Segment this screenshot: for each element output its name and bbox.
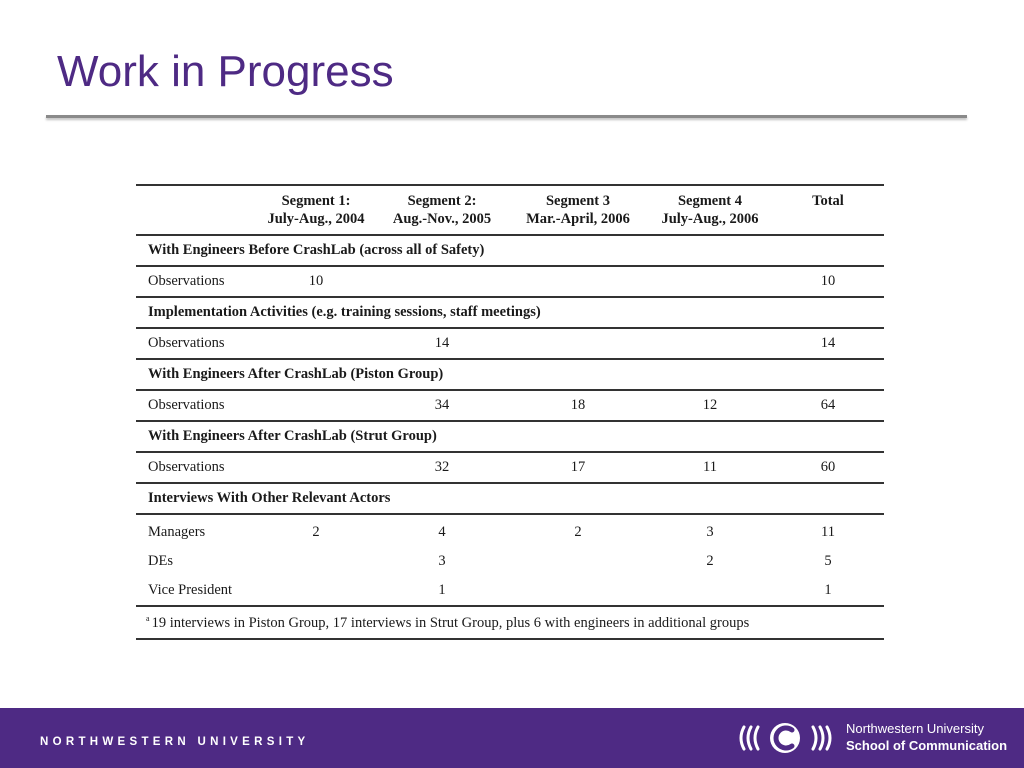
cell-segment-1: 2 — [312, 523, 320, 540]
section-row — [136, 421, 884, 452]
cell-segment-2: 4 — [438, 523, 446, 540]
cell-segment-1 — [256, 390, 376, 421]
row-label: DEs — [148, 552, 173, 569]
school-of-communication-logo-icon — [738, 718, 833, 758]
section-title: With Engineers Before CrashLab (across all of Safety) — [136, 235, 884, 266]
footnote-marker: a — [146, 613, 150, 623]
header-row — [136, 185, 884, 235]
cell-segment-2: 14 — [376, 328, 508, 359]
row-label: Observations — [136, 452, 256, 483]
footnote — [136, 606, 884, 639]
section-title: Implementation Activities (e.g. training sessions, staff meetings) — [136, 297, 884, 328]
table-row — [136, 514, 884, 547]
table-row — [136, 266, 884, 297]
section-row — [136, 359, 884, 390]
cell-segment-3: 18 — [508, 390, 648, 421]
data-table — [136, 184, 884, 640]
row-label: Observations — [136, 328, 256, 359]
section-title: Interviews With Other Relevant Actors — [136, 483, 884, 514]
header-segment-1: Segment 1: July-Aug., 2004 — [256, 185, 376, 235]
cell-segment-2: 1 — [376, 575, 508, 606]
header-segment-3: Segment 3 Mar.-April, 2006 — [508, 185, 648, 235]
row-label: Vice President — [136, 575, 256, 606]
cell-segment-4: 2 — [706, 552, 714, 569]
cell-segment-1 — [256, 328, 376, 359]
table-row — [136, 390, 884, 421]
cell-segment-4: 3 — [706, 523, 714, 540]
cell-segment-4 — [648, 328, 772, 359]
cell-total: 60 — [772, 452, 884, 483]
observation-table — [136, 184, 884, 640]
cell-segment-2: 34 — [376, 390, 508, 421]
header-segment-2: Segment 2: Aug.-Nov., 2005 — [376, 185, 508, 235]
cell-segment-2: 32 — [376, 452, 508, 483]
row-label: Observations — [136, 266, 256, 297]
cell-segment-1: 10 — [256, 266, 376, 297]
cell-total: 11 — [821, 523, 835, 540]
cell-total: 14 — [772, 328, 884, 359]
cell-total: 64 — [772, 390, 884, 421]
cell-segment-3 — [508, 547, 648, 575]
cell-segment-3 — [508, 575, 648, 606]
cell-segment-4: 12 — [648, 390, 772, 421]
cell-total: 1 — [772, 575, 884, 606]
cell-segment-4 — [648, 266, 772, 297]
cell-segment-3 — [508, 266, 648, 297]
slide-title: Work in Progress — [57, 47, 394, 96]
school-name-line: School of Communication — [846, 738, 1008, 753]
section-row — [136, 235, 884, 266]
header-total: Total — [772, 185, 884, 235]
school-university-line: Northwestern University — [846, 721, 984, 736]
section-row — [136, 297, 884, 328]
cell-segment-4 — [648, 575, 772, 606]
table-row — [136, 575, 884, 606]
section-row — [136, 483, 884, 514]
section-title: With Engineers After CrashLab (Piston Group) — [136, 359, 884, 390]
row-label: Observations — [136, 390, 256, 421]
cell-segment-1 — [256, 547, 376, 575]
school-name — [846, 721, 1007, 755]
footnote-text: 19 interviews in Piston Group, 17 interviews in Strut Group, plus 6 with engineers in additional groups — [151, 614, 750, 631]
cell-segment-3: 17 — [508, 452, 648, 483]
footnote-row — [136, 606, 884, 639]
header-segment-4: Segment 4 July-Aug., 2006 — [648, 185, 772, 235]
section-title: With Engineers After CrashLab (Strut Group) — [136, 421, 884, 452]
row-label: Managers — [148, 523, 206, 540]
cell-segment-4: 11 — [648, 452, 772, 483]
cell-total: 5 — [824, 552, 832, 569]
cell-total: 10 — [772, 266, 884, 297]
header-label-blank — [136, 185, 256, 235]
cell-segment-2 — [376, 266, 508, 297]
university-wordmark: NORTHWESTERN UNIVERSITY — [40, 736, 310, 748]
cell-segment-3: 2 — [574, 523, 582, 540]
table-row — [136, 452, 884, 483]
table-row — [136, 328, 884, 359]
table-row — [136, 547, 884, 575]
cell-segment-1 — [256, 452, 376, 483]
cell-segment-3 — [508, 328, 648, 359]
cell-segment-2: 3 — [438, 552, 446, 569]
footer-bar — [0, 708, 1024, 768]
cell-segment-1 — [256, 575, 376, 606]
title-divider — [46, 115, 967, 118]
